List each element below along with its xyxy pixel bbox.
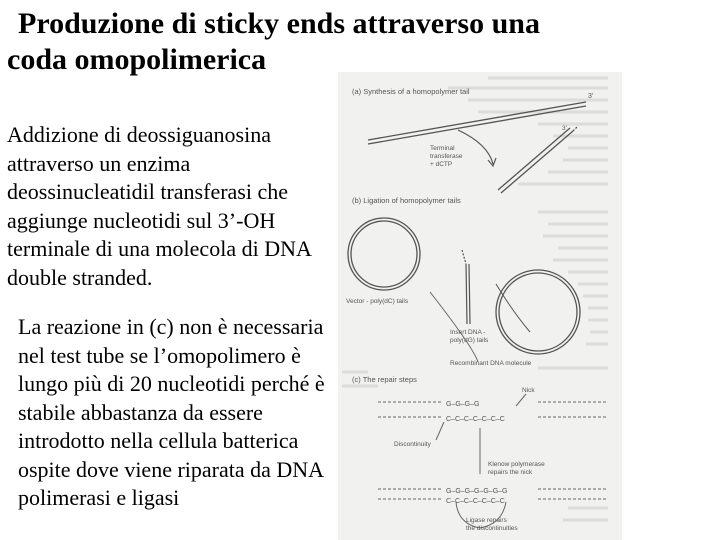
title-line-1: Produzione di sticky ends attraverso una <box>18 7 540 40</box>
slide-title <box>7 6 707 78</box>
enzyme-label-3: + dCTP <box>430 161 453 168</box>
vector-label: Vector - poly(dC) tails <box>346 298 409 305</box>
title-line-2: coda omopolimerica <box>7 43 267 76</box>
scanned-figure <box>338 72 622 540</box>
klenow-label-1: Klenow polymerase <box>488 461 545 468</box>
panel-a-heading: (a) Synthesis of a homopolymer tail <box>352 87 470 96</box>
panel-b-heading: (b) Ligation of homopolymer tails <box>352 196 461 205</box>
panel-c-heading: (c) The repair steps <box>352 375 417 384</box>
insert-label-2: poly(dG) tails <box>450 337 489 344</box>
recombinant-circle <box>496 270 580 354</box>
discontinuity-pointer <box>436 422 444 440</box>
vector-circle <box>348 218 420 290</box>
insert-label-1: Insert DNA - <box>450 329 486 336</box>
nick-pointer <box>516 394 526 406</box>
sequence-bottom-2: C–C–C–C–C–C–C <box>446 498 505 505</box>
panel-a-3prime-end-2: 3’ <box>562 125 568 132</box>
enzyme-label-1: Terminal <box>430 145 455 152</box>
reaction-arrow-a <box>458 130 493 164</box>
sequence-top-2: G–G–G–G–G–G–G <box>446 488 508 495</box>
recombinant-label: Recombinant DNA molecule <box>450 360 532 367</box>
ligase-label-2: the discontinuities <box>466 525 518 532</box>
nick-label: Nick <box>522 387 535 394</box>
paragraph-deoxyguanosine: Addizione di deossiguanosina attraverso un enzima deossinucleatidil transferasi che aggiunge nucleotidi sul 3’-OH terminale di una molecola di DNA double stranded. <box>7 122 311 290</box>
repair-strand-1 <box>378 402 608 417</box>
panel-a-3prime-end: 3’ <box>588 93 594 100</box>
enzyme-label-2: transferase <box>430 153 463 160</box>
ligase-label-1: Ligase repairs <box>466 517 507 524</box>
insert-dna <box>462 250 470 324</box>
klenow-label-2: repairs the nick <box>488 469 533 476</box>
discontinuity-label: Discontinuity <box>394 441 431 448</box>
sequence-bottom-1: C–C–C–C–C–C–C <box>446 416 505 423</box>
reaction-arrow-b <box>430 292 478 362</box>
figure-diagram <box>338 72 622 540</box>
sequence-top-1: G–G–G–G <box>446 401 480 408</box>
paragraph-repair-note: La reazione in (c) non è necessaria nel test tube se l’omopolimero è lungo più di 20 nucleotidi perché è stabile abbastanza da essere introdotto nella cellula batterica ospite dove viene riparata da DNA polimerasi e ligasi <box>18 314 325 510</box>
